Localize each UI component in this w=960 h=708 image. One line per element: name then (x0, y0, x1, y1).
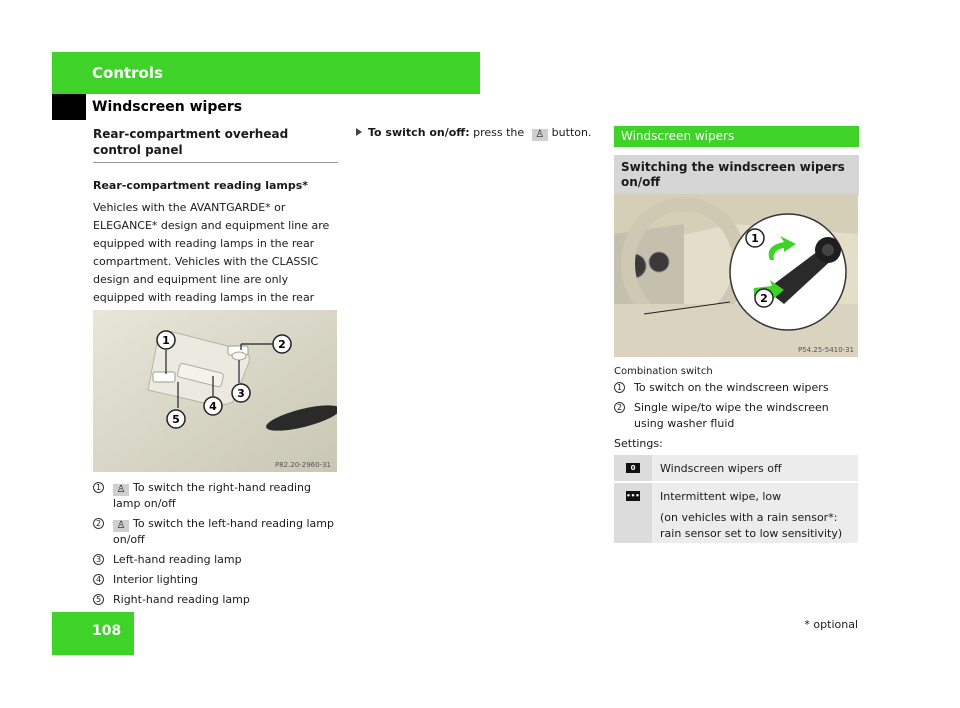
svg-text:3: 3 (237, 387, 245, 400)
chapter-marker (52, 94, 86, 120)
wiper-off-icon: 0 (626, 463, 640, 473)
lamp-icon: ♙ (532, 129, 548, 141)
svg-text:2: 2 (760, 292, 768, 305)
step-text: press the (469, 126, 525, 139)
step-label: To switch on/off: (368, 126, 470, 139)
svg-text:5: 5 (172, 413, 180, 426)
right-lamp-switch (153, 372, 175, 382)
legend-text: To switch on the windscreen wipers (634, 381, 829, 394)
instrument-dial (649, 252, 669, 272)
settings-row (614, 455, 858, 483)
reading-lamps-body: Vehicles with the AVANTGARDE* or ELEGANCE* design and equipment line are equipped with reading lamps in the rear compartment. Vehicles with the CLASSIC design and equipment line are only equipped with reading lamps in the rear (93, 201, 330, 304)
detail-inset (730, 214, 846, 330)
legend-item (93, 572, 339, 588)
step-arrow-icon (356, 128, 362, 136)
figure-marker-1 (157, 331, 175, 349)
lamp-icon: ♙ (113, 520, 129, 532)
legend-number: 1 (93, 482, 104, 493)
legend-item (614, 400, 860, 432)
legend-text: To switch the left-hand reading lamp on/off (113, 517, 334, 546)
svg-text:1: 1 (751, 232, 759, 245)
figure-marker-1 (746, 229, 764, 247)
figure-marker-2 (273, 335, 291, 353)
svg-text:2: 2 (278, 338, 286, 351)
combination-switch-legend (614, 380, 860, 436)
legend-item (93, 516, 339, 548)
legend-number: 2 (93, 518, 104, 529)
settings-label: Settings: (614, 437, 663, 450)
middle-column (356, 126, 591, 141)
lamp-icon: ♙ (113, 484, 129, 496)
wipers-subsection-bar: Switching the windscreen wipers on/off (614, 155, 859, 195)
legend-number: 1 (614, 382, 625, 393)
legend-number: 2 (614, 402, 625, 413)
settings-text: Intermittent wipe, low (660, 490, 782, 503)
figure-code: P82.20-2960-31 (274, 461, 331, 469)
right-column (614, 126, 859, 195)
legend-item (614, 380, 860, 396)
wiper-intermittent-icon: ••• (626, 492, 640, 500)
legend-number: 5 (93, 594, 104, 605)
legend-item (93, 552, 339, 568)
step-text-end: button. (551, 126, 592, 139)
settings-table (614, 455, 858, 545)
legend-text: Single wipe/to wipe the windscreen using washer fluid (634, 401, 829, 430)
legend-number: 3 (93, 554, 104, 565)
wipers-section-bar: Windscreen wipers (614, 126, 859, 147)
section-title: Controls (92, 64, 163, 82)
combination-switch-figure (614, 194, 858, 357)
settings-row (614, 483, 858, 545)
optional-footnote: * optional (804, 618, 858, 631)
overhead-panel-heading: Rear-compartment overhead control panel (93, 126, 338, 163)
page-number: 108 (92, 623, 122, 639)
legend-text: Left-hand reading lamp (113, 553, 242, 566)
legend-item (93, 592, 339, 608)
legend-item (93, 480, 339, 512)
figure-marker-2 (755, 289, 773, 307)
figure-marker-4 (204, 397, 222, 415)
legend-text: Right-hand reading lamp (113, 593, 250, 606)
svg-text:1: 1 (162, 334, 170, 347)
reading-lamps-heading: Rear-compartment reading lamps* (93, 179, 309, 192)
figure-marker-3 (232, 384, 250, 402)
overhead-panel-legend (93, 480, 339, 612)
settings-note: (on vehicles with a rain sensor*: rain sensor set to low sensitivity) (660, 511, 843, 540)
svg-text:4: 4 (209, 400, 217, 413)
figure-marker-5 (167, 410, 185, 428)
overhead-panel-figure (93, 310, 337, 472)
left-reading-lamp (232, 352, 246, 360)
figure-caption: Combination switch (614, 366, 713, 377)
legend-number: 4 (93, 574, 104, 585)
chapter-title: Windscreen wipers (92, 99, 243, 115)
legend-text: To switch the right-hand reading lamp on/off (113, 481, 311, 510)
figure-code: P54.25-5410-31 (797, 346, 854, 354)
settings-text: Windscreen wipers off (660, 462, 782, 475)
legend-text: Interior lighting (113, 573, 199, 586)
